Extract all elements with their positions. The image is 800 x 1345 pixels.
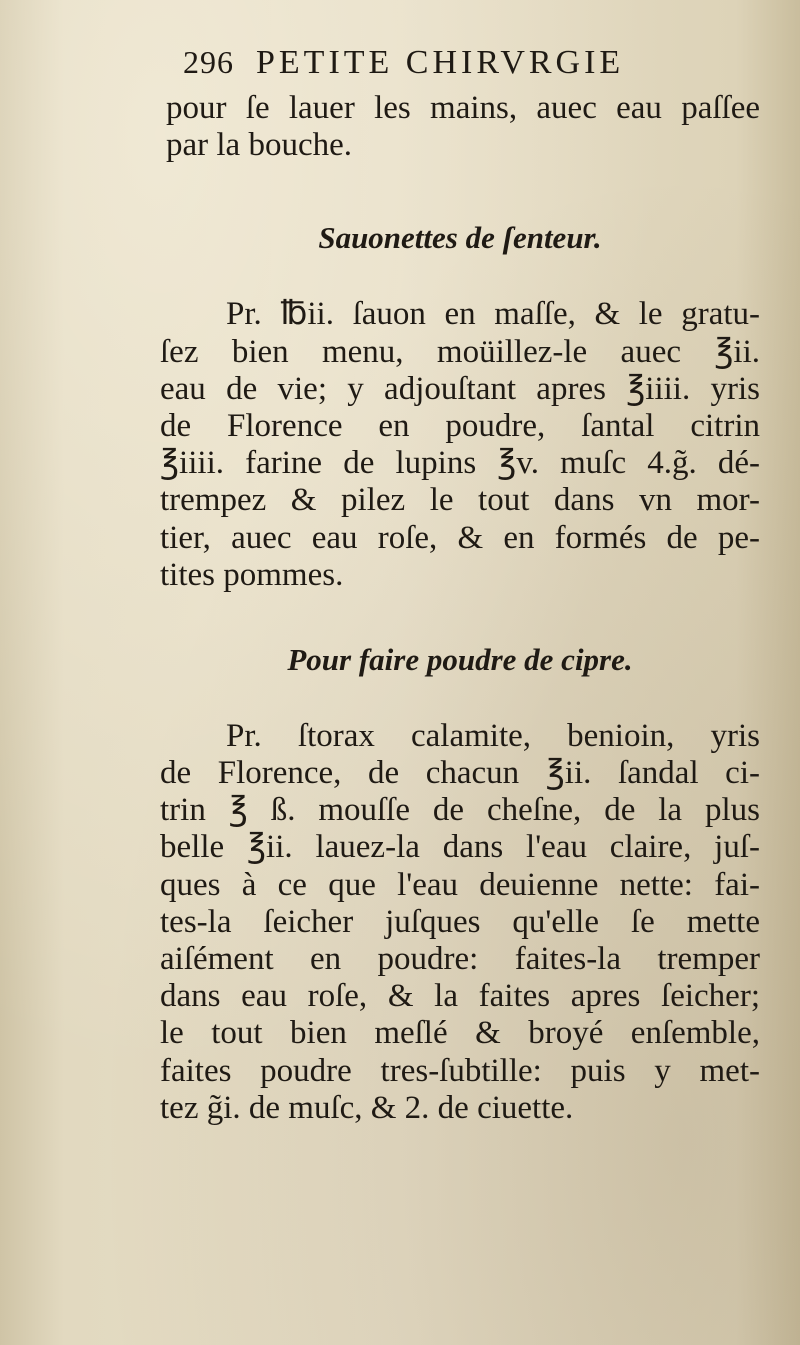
text-line: tez g̃i. de muſc, & 2. de ciuette. bbox=[160, 1089, 574, 1126]
text-line: ſez bien menu, moüillez-le auec ℥ii. bbox=[160, 333, 760, 370]
text-line: faites poudre tres-ſubtille: puis y met- bbox=[160, 1052, 760, 1089]
text-line: Pr. ℔ii. ſauon en maſſe, & le gratu- bbox=[226, 296, 760, 333]
text-line: trin ℥ ß. mouſſe de cheſne, de la plus bbox=[160, 792, 760, 829]
text-line: tier, auec eau roſe, & en formés de pe- bbox=[160, 519, 760, 556]
text-line: eau de vie; y adjouſtant apres ℥iiii. yris bbox=[160, 370, 760, 407]
section-heading: Sauonettes de ſenteur. bbox=[318, 220, 602, 256]
text-line: aiſément en poudre: faites-la tremper bbox=[160, 941, 760, 977]
text-line: trempez & pilez le tout dans vn mor- bbox=[160, 482, 760, 519]
text-line: le tout bien meſlé & broyé enſemble, bbox=[160, 1015, 760, 1052]
running-head: PETITE CHIRVRGIE bbox=[256, 44, 625, 81]
paragraph bbox=[160, 718, 760, 1127]
text-line: par la bouche. bbox=[166, 127, 352, 164]
text-line: pour ſe lauer les mains, auec eau paſſee bbox=[166, 90, 760, 126]
text-line: de Florence, de chacun ℥ii. ſandal ci- bbox=[160, 755, 760, 792]
text-line: dans eau roſe, & la faites apres ſeicher; bbox=[160, 978, 760, 1015]
body-text bbox=[160, 90, 760, 1127]
text-line: ℥iiii. farine de lupins ℥v. muſc 4.g̃. dé- bbox=[160, 445, 760, 482]
text-line: tites pommes. bbox=[160, 556, 344, 593]
text-line: ques à ce que l'eau deuienne nette: fai- bbox=[160, 866, 760, 903]
text-line: tes-la ſeicher juſques qu'elle ſe mette bbox=[160, 903, 760, 940]
page-header bbox=[183, 44, 763, 94]
section-heading: Pour faire poudre de cipre. bbox=[287, 641, 633, 677]
text-line: belle ℥ii. lauez-la dans l'eau claire, juſ- bbox=[160, 829, 760, 866]
paragraph bbox=[160, 296, 760, 594]
page-number: 296 bbox=[183, 44, 234, 80]
text-line: Pr. ſtorax calamite, benioin, yris bbox=[226, 717, 760, 754]
text-line: de Florence en poudre, ſantal citrin bbox=[160, 407, 760, 444]
